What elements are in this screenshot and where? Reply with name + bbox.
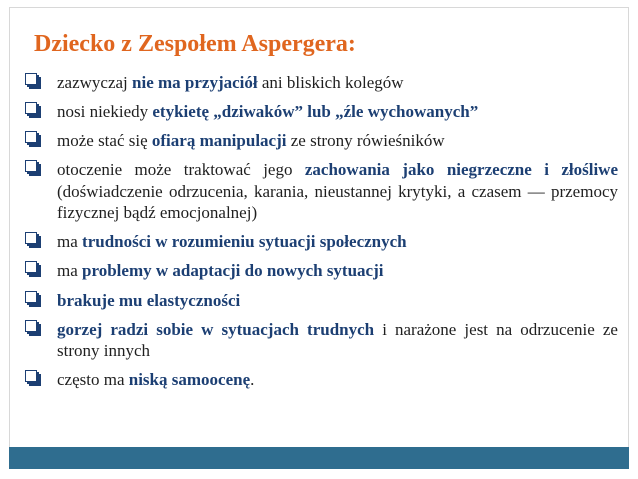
item-emphasis: nie ma przyjaciół — [132, 73, 258, 92]
item-text: ze strony rówieśników — [286, 131, 445, 151]
item-text: ani bliskich kolegów — [257, 73, 404, 92]
item-emphasis: zachowania jako niegrzeczne i złośliwe — [304, 160, 618, 180]
list-item — [26, 319, 620, 362]
square-checkbox-bullet-icon — [27, 263, 39, 275]
square-checkbox-bullet-icon — [27, 133, 39, 145]
item-text: ma — [57, 232, 83, 252]
list-item — [26, 260, 620, 282]
square-checkbox-bullet-icon — [27, 372, 39, 384]
item-text: i narażone jest na odrzucenie ze strony innych — [57, 319, 618, 361]
square-checkbox-bullet-icon — [27, 293, 39, 305]
list-item — [26, 72, 620, 94]
footer-bar — [9, 447, 629, 469]
square-checkbox-bullet-icon — [27, 75, 39, 87]
item-emphasis: ofiarą manipulacji — [151, 131, 287, 151]
item-text: (doświadczenie odrzucenia, karania, nieustannej krytyki, a czasem — przemocy fizycznej bądź emocjonalnej) — [57, 181, 618, 223]
bullet-list — [26, 72, 620, 398]
item-text: może stać się — [57, 131, 152, 151]
list-item — [26, 290, 620, 312]
item-emphasis: brakuje mu elastyczności — [57, 290, 241, 310]
list-item — [26, 159, 620, 224]
square-checkbox-bullet-icon — [27, 322, 39, 334]
list-item — [26, 101, 620, 123]
item-text: nosi niekiedy — [57, 102, 153, 122]
item-emphasis: niską samoocenę — [128, 370, 251, 390]
item-emphasis: etykietę „dziwaków” lub „źle wychowanych” — [152, 102, 479, 122]
list-item — [26, 130, 620, 152]
item-text: zazwyczaj — [57, 73, 133, 92]
item-text: . — [250, 370, 255, 390]
square-checkbox-bullet-icon — [27, 104, 39, 116]
slide-title: Dziecko z Zespołem Aspergera: — [34, 31, 356, 57]
item-text: często ma — [57, 370, 129, 390]
list-item — [26, 231, 620, 253]
item-emphasis: problemy w adaptacji do nowych sytuacji — [82, 261, 384, 281]
item-text: ma — [57, 261, 83, 281]
item-emphasis: trudności w rozumieniu sytuacji społecznych — [82, 232, 407, 252]
list-item — [26, 369, 620, 391]
item-emphasis: gorzej radzi sobie w sytuacjach trudnych — [57, 319, 375, 339]
item-text: otoczenie może traktować jego — [57, 160, 305, 180]
square-checkbox-bullet-icon — [27, 162, 39, 174]
square-checkbox-bullet-icon — [27, 234, 39, 246]
